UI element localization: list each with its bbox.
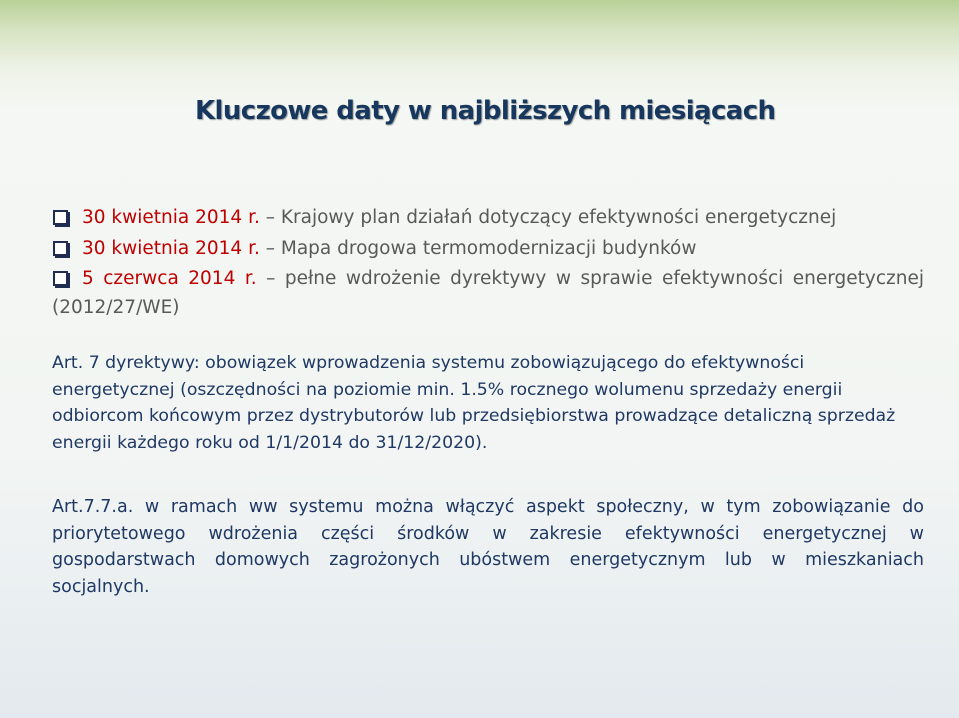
art7-paragraph: Art. 7 dyrektywy: obowiązek wprowadzenia systemu zobowiązującego do efektywności energetycznej (oszczędności na poziomie min. 1.5% rocznego wolumenu sprzedaży energii odbiorcom końcowym przez dystrybutorów lub przedsiębiorstwa prowadzące detaliczną sprzedaż energii każdego roku od 1/1/2014 do 31/12/2020).	[52, 353, 896, 453]
checkbox-icon	[53, 210, 68, 225]
checkbox-icon	[53, 241, 68, 256]
checkbox-icon	[53, 271, 68, 286]
bullet-text: – Mapa drogowa termomodernizacji budynków	[259, 238, 697, 259]
key-dates-list	[52, 202, 924, 322]
slide-title: Kluczowe daty w najbliższych miesiącach	[195, 96, 776, 126]
list-item	[52, 202, 924, 233]
bullet-text: – Krajowy plan działań dotyczący efektywności energetycznej	[259, 207, 837, 228]
list-item	[52, 264, 924, 322]
bullet-date: 5 czerwca 2014 r.	[82, 268, 257, 289]
list-item	[52, 233, 924, 264]
art77a-paragraph: Art.7.7.a. w ramach ww systemu można włączyć aspekt społeczny, w tym zobowiązanie do priorytetowego wdrożenia części środków w zakresie efektywności energetycznej w gospodarstwach domowych zagrożonych ubóstwem energetycznym lub w mieszkaniach socjalnych.	[52, 497, 924, 597]
bullet-text: – pełne wdrożenie dyrektywy w sprawie efektywności energetycznej (2012/27/WE)	[52, 268, 924, 318]
bullet-date: 30 kwietnia 2014 r.	[82, 207, 260, 228]
bullet-date: 30 kwietnia 2014 r.	[82, 238, 260, 259]
